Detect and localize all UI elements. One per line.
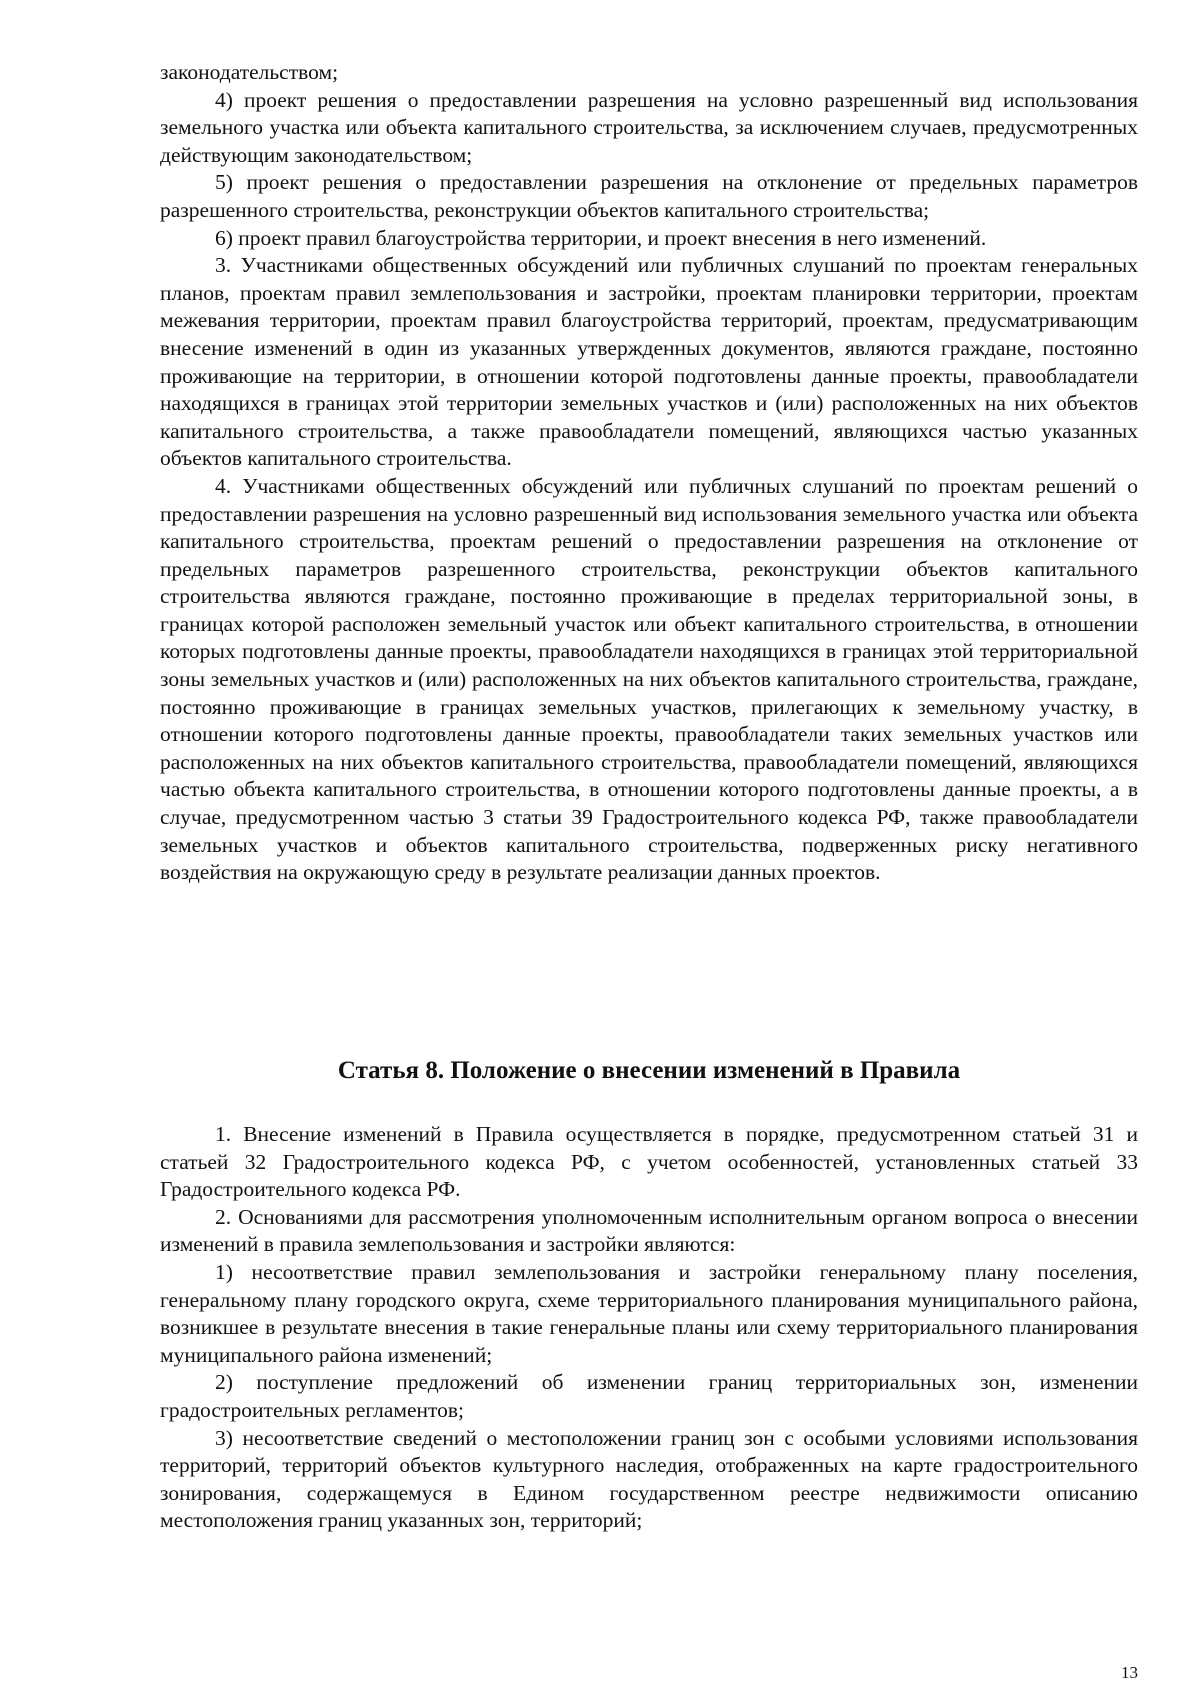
paragraph-subitem-3: 3) несоответствие сведений о местоположении границ зон с особыми условиями использования территорий, территорий объектов культурного наследия, отображенных на карте градостроительного зонирования, содержащемуся в Едином государственном реестре недвижимости описанию местоположения границ указанных зон, территорий; (160, 1425, 1138, 1533)
article7-continuation (160, 59, 1138, 887)
paragraph-point-4: 4. Участниками общественных обсуждений или публичных слушаний по проектам решений о предоставлении разрешения на условно разрешенный вид использования земельного участка или объекта капитального строительства, проектам решений о предоставлении разрешения на отклонение от предельных параметров разрешенного строительства, реконструкции объектов капитального строительства являются граждане, постоянно проживающие в пределах территориальной зоны, в границах которой расположен земельный участок или объект капитального строительства, в отношении которых подготовлены данные проекты, правообладатели находящихся в границах этой территориальной зоны земельных участков и (или) расположенных на них объектов капитального строительства, граждане, постоянно проживающие в границах земельных участков, прилегающих к земельному участку, в отношении которого подготовлены данные проекты, правообладатели таких земельных участков или расположенных на них объектов капитального строительства, правообладатели помещений, являющихся частью объекта капитального строительства, в отношении которого подготовлены данные проекты, а в случае, предусмотренном частью 3 статьи 39 Градостроительного кодекса РФ, также правообладатели земельных участков и объектов капитального строительства, подверженных риску негативного воздействия на окружающую среду в результате реализации данных проектов. (160, 473, 1138, 885)
paragraph-point-2: 2. Основаниями для рассмотрения уполномоченным исполнительным органом вопроса о внесении изменений в правила землепользования и застройки являются: (160, 1204, 1138, 1257)
paragraph-item-4: 4) проект решения о предоставлении разрешения на условно разрешенный вид использования земельного участка или объекта капитального строительства, за исключением случаев, предусмотренных действующим законодательством; (160, 87, 1138, 167)
article-8-heading: Статья 8. Положение о внесении изменений в Правила (337, 1057, 961, 1084)
page-number: 13 (1121, 1663, 1138, 1682)
paragraph-subitem-2: 2) поступление предложений об изменении границ территориальных зон, изменении градостроительных регламентов; (160, 1370, 1138, 1422)
paragraph-point-3: 3. Участниками общественных обсуждений или публичных слушаний по проектам генеральных планов, проектам правил землепользования и застройки, проектам планировки территории, проектам межевания территории, проектам правил благоустройства территорий, проектам, предусматривающим внесение изменений в один из указанных утвержденных документов, являются граждане, постоянно проживающие на территории, в отношении которой подготовлены данные проекты, правообладатели находящихся в границах этой территории земельных участков и (или) расположенных на них объектов капитального строительства, а также правообладатели помещений, являющихся частью указанных объектов капитального строительства. (160, 253, 1138, 471)
paragraph-subitem-1: 1) несоответствие правил землепользования и застройки генеральному плану поселения, генеральному плану городского округа, схеме территориального планирования муниципального района, возникшее в результате внесения в такие генеральные планы или схему территориального планирования муниципального района изменений; (160, 1259, 1138, 1367)
paragraph-item-5: 5) проект решения о предоставлении разрешения на отклонение от предельных параметров разрешенного строительства, реконструкции объектов капитального строительства; (160, 170, 1138, 222)
paragraph-point-1: 1. Внесение изменений в Правила осуществляется в порядке, предусмотренном статьей 31 и статьей 32 Градостроительного кодекса РФ, с учетом особенностей, установленных статьей 33 Градостроительного кодекса РФ. (160, 1122, 1138, 1202)
paragraph-continuation: законодательством; (160, 60, 339, 84)
article8-body (160, 1121, 1138, 1535)
paragraph-item-6: 6) проект правил благоустройства территории, и проект внесения в него изменений. (215, 225, 987, 250)
